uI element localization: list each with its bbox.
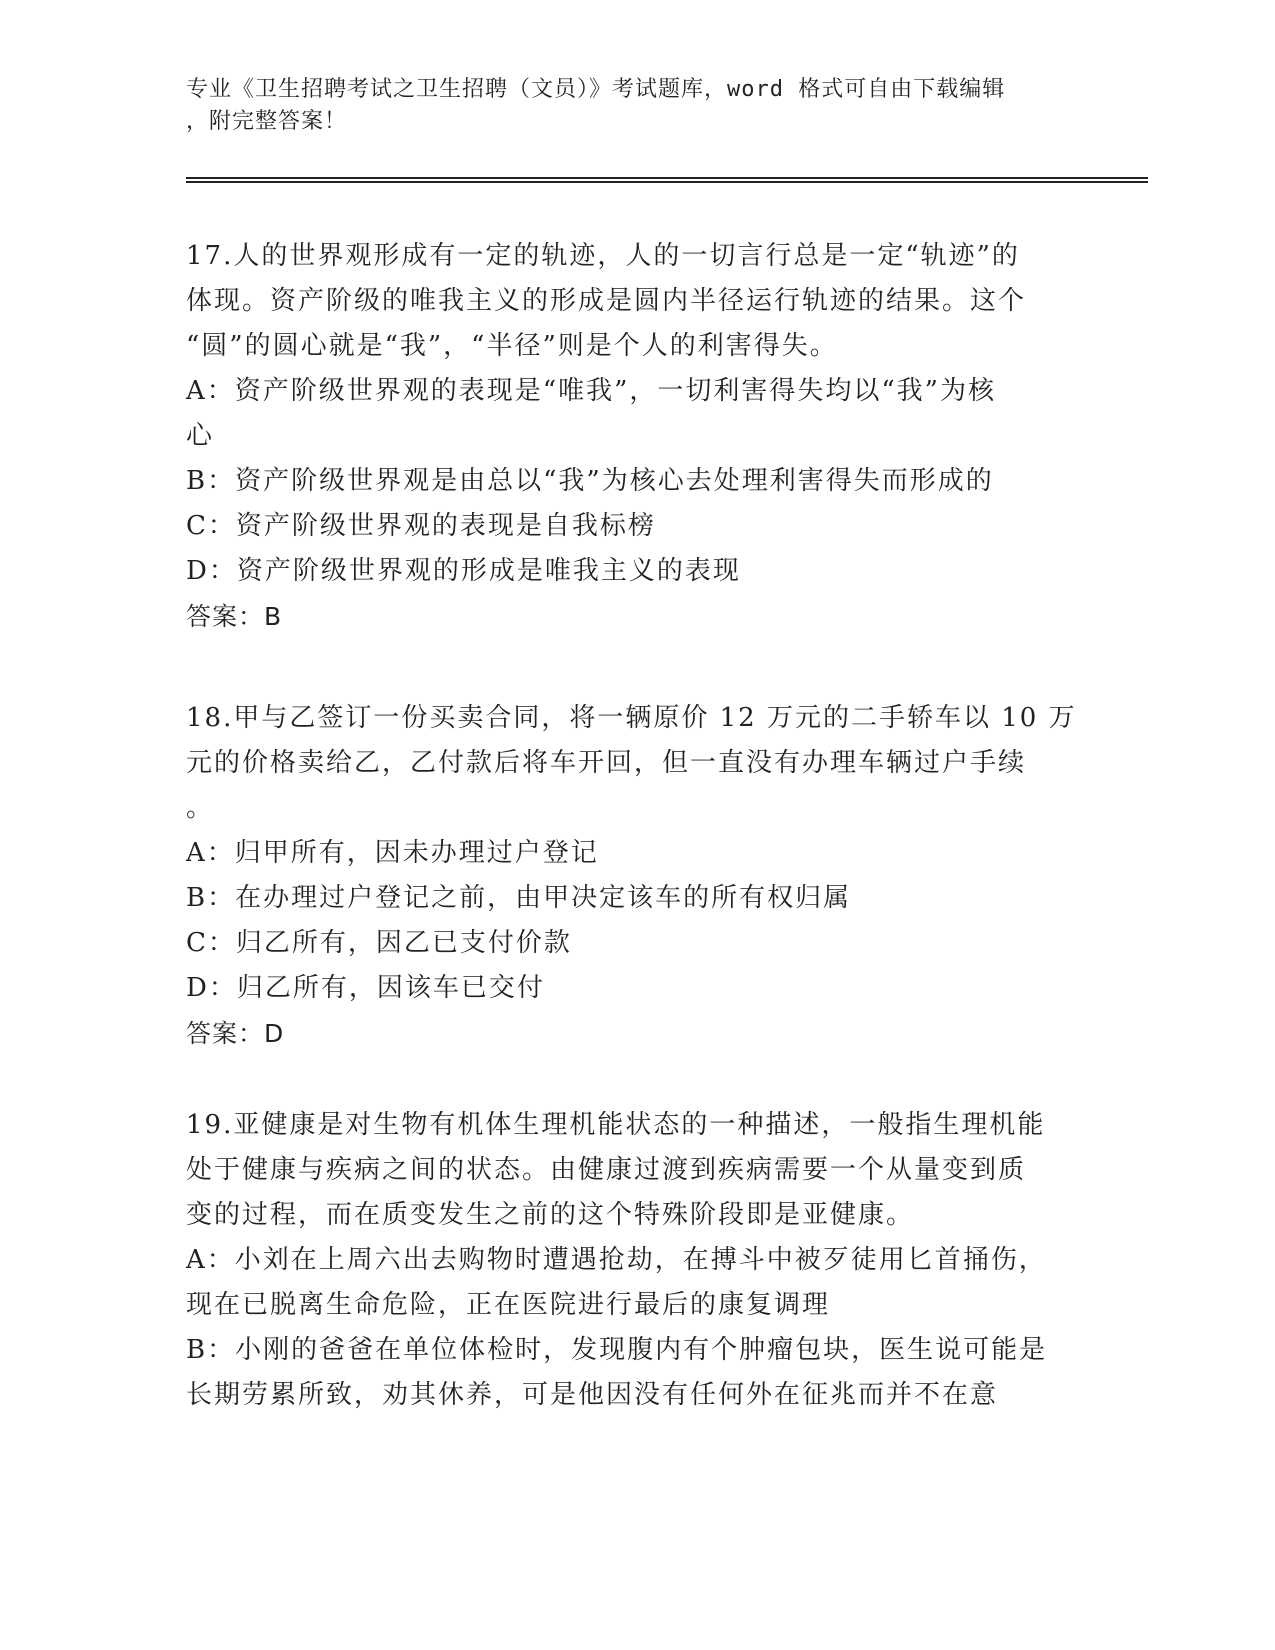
option-a-continued: 现在已脱离生命危险，正在医院进行最后的康复调理 <box>186 1290 831 1320</box>
question-stem-line: 。 <box>186 793 215 823</box>
header-double-rule <box>186 177 1148 183</box>
option-a: A：小刘在上周六出去购物时遭遇抢劫，在搏斗中被歹徒用匕首捅伤， <box>186 1245 1047 1275</box>
document-header <box>186 74 1086 138</box>
answer-key: 答案：D <box>186 1019 285 1048</box>
option-c: C：资产阶级世界观的表现是自我标榜 <box>186 511 656 541</box>
question-stem-line: 体现。资产阶级的唯我主义的形成是圆内半径运行轨迹的结果。这个 <box>186 286 1027 316</box>
question-17 <box>186 234 1086 639</box>
question-stem-line: 19.亚健康是对生物有机体生理机能状态的一种描述，一般指生理机能 <box>186 1110 1046 1140</box>
option-a: A：资产阶级世界观的表现是“唯我”，一切利害得失均以“我”为核 <box>186 376 996 406</box>
question-stem-line: 元的价格卖给乙，乙付款后将车开回，但一直没有办理车辆过户手续 <box>186 748 1027 778</box>
question-stem-line: “圆”的圆心就是“我”，“半径”则是个人的利害得失。 <box>186 331 838 361</box>
option-d: D：资产阶级世界观的形成是唯我主义的表现 <box>186 556 741 586</box>
header-line-1: 专业《卫生招聘考试之卫生招聘（文员）》考试题库，word 格式可自由下载编辑 <box>186 77 1006 102</box>
question-stem-line: 17.人的世界观形成有一定的轨迹，人的一切言行总是一定“轨迹”的 <box>186 241 1020 271</box>
question-stem-line: 处于健康与疾病之间的状态。由健康过渡到疾病需要一个从量变到质 <box>186 1155 1027 1185</box>
question-stem-line: 18.甲与乙签订一份买卖合同，将一辆原价 12 万元的二手轿车以 10 万 <box>186 703 1077 733</box>
answer-key: 答案：B <box>186 602 283 631</box>
question-stem-line: 变的过程，而在质变发生之前的这个特殊阶段即是亚健康。 <box>186 1200 915 1230</box>
option-c: C：归乙所有，因乙已支付价款 <box>186 928 572 958</box>
header-line-2: ，附完整答案！ <box>186 109 348 134</box>
option-d: D：归乙所有，因该车已交付 <box>186 973 545 1003</box>
question-19 <box>186 1103 1086 1418</box>
question-18 <box>186 696 1086 1056</box>
option-a-continued: 心 <box>186 421 215 451</box>
option-b: B：资产阶级世界观是由总以“我”为核心去处理利害得失而形成的 <box>186 466 994 496</box>
option-b-continued: 长期劳累所致，劝其休养，可是他因没有任何外在征兆而并不在意 <box>186 1380 999 1410</box>
option-b: B：小刚的爸爸在单位体检时，发现腹内有个肿瘤包块，医生说可能是 <box>186 1335 1048 1365</box>
option-a: A：归甲所有，因未办理过户登记 <box>186 838 599 868</box>
option-b: B：在办理过户登记之前，由甲决定该车的所有权归属 <box>186 883 852 913</box>
